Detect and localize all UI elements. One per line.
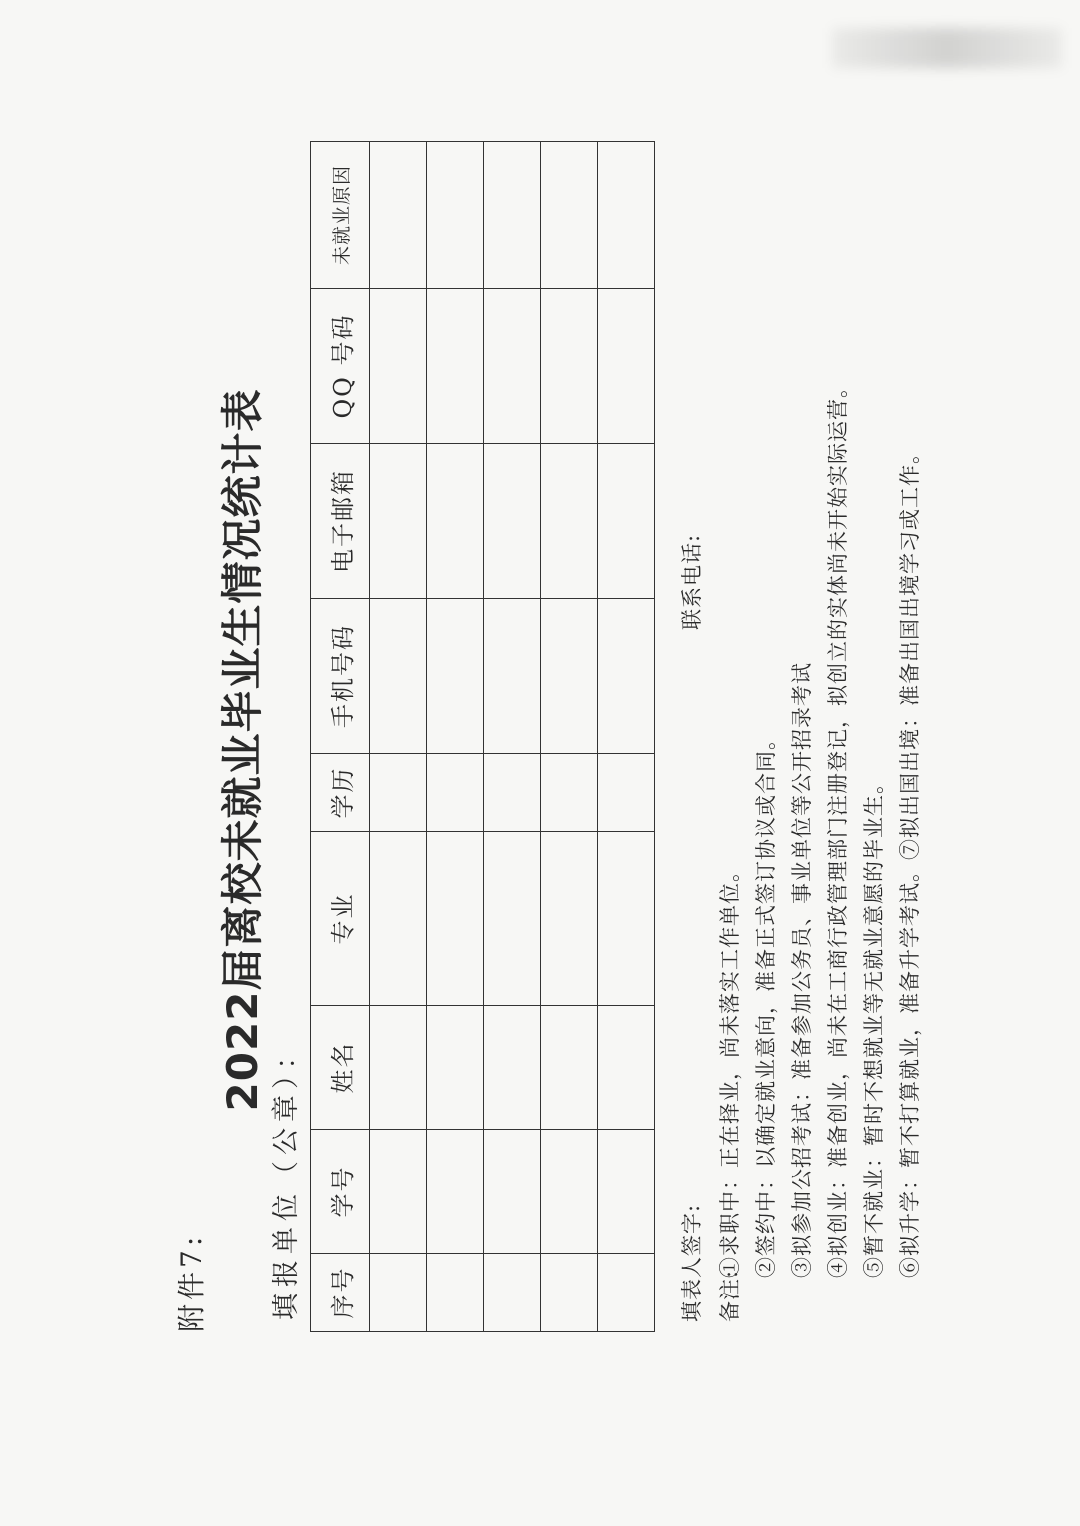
table-cell[interactable]: [427, 832, 484, 1006]
header-mobile: 手机号码: [311, 599, 370, 754]
remark-item: [856, 376, 892, 1322]
remark-text: ④拟创业：准备创业，尚未在工商行政管理部门注册登记，拟创立的实体尚未开始实际运营。: [826, 376, 850, 1278]
table-cell[interactable]: [541, 142, 598, 289]
header-email: 电子邮箱: [311, 444, 370, 599]
table-cell[interactable]: [370, 444, 427, 599]
remark-text: ⑤暂不就业：暂时不想就业等无就业意愿的毕业生。: [862, 772, 886, 1278]
table-row: [427, 142, 484, 1332]
reporting-unit-label: 填报单位（公章）：: [271, 1036, 302, 1320]
header-degree: 学历: [311, 754, 370, 832]
remark-item: [820, 376, 856, 1322]
remark-item: [712, 376, 748, 1322]
table-cell[interactable]: [370, 1130, 427, 1254]
remark-item: [748, 376, 784, 1322]
table-row: [370, 142, 427, 1332]
table-cell[interactable]: [484, 289, 541, 444]
header-reason: 未就业原因: [311, 142, 370, 289]
table-cell[interactable]: [598, 754, 655, 832]
table-cell[interactable]: [370, 142, 427, 289]
table-cell[interactable]: [598, 832, 655, 1006]
header-name: 姓名: [311, 1006, 370, 1130]
remark-item: [892, 376, 928, 1322]
table-cell[interactable]: [541, 1006, 598, 1130]
table-cell[interactable]: [484, 599, 541, 754]
remark-text: ②签约中：以确定就业意向，准备正式签订协议或合同。: [754, 728, 778, 1278]
table-cell[interactable]: [598, 1254, 655, 1332]
table-cell[interactable]: [484, 1254, 541, 1332]
remarks-block: [712, 376, 928, 1322]
table-cell[interactable]: [598, 1006, 655, 1130]
table-cell[interactable]: [598, 289, 655, 444]
table-cell[interactable]: [370, 599, 427, 754]
table-cell[interactable]: [541, 754, 598, 832]
table-cell[interactable]: [484, 444, 541, 599]
table-cell[interactable]: [427, 142, 484, 289]
table-cell[interactable]: [427, 289, 484, 444]
statistics-table: [310, 141, 655, 1332]
table-cell[interactable]: [484, 1006, 541, 1130]
table-cell[interactable]: [598, 599, 655, 754]
header-seq: 序号: [311, 1254, 370, 1332]
table-cell[interactable]: [427, 599, 484, 754]
form-title: 2022届离校未就业毕业生情况统计表: [218, 388, 267, 1112]
table-cell[interactable]: [427, 1130, 484, 1254]
remark-item: [784, 376, 820, 1322]
table-cell[interactable]: [370, 832, 427, 1006]
table-row: [484, 142, 541, 1332]
table-cell[interactable]: [370, 754, 427, 832]
table-cell[interactable]: [427, 1006, 484, 1130]
table-cell[interactable]: [370, 289, 427, 444]
remark-text: ⑥拟升学：暂不打算就业，准备升学考试。⑦拟出国出境：准备出国出境学习或工作。: [898, 442, 922, 1278]
remark-text: ③拟参加公招考试：准备参加公务员、事业单位等公开招录考试: [790, 662, 814, 1278]
table-cell[interactable]: [484, 754, 541, 832]
table-cell[interactable]: [370, 1254, 427, 1332]
table-header-row: [311, 142, 370, 1332]
header-student-id: 学号: [311, 1130, 370, 1254]
table-cell[interactable]: [541, 1130, 598, 1254]
table-cell[interactable]: [370, 1006, 427, 1130]
table-cell[interactable]: [541, 444, 598, 599]
table-cell[interactable]: [541, 832, 598, 1006]
table-cell[interactable]: [541, 599, 598, 754]
table-cell[interactable]: [427, 754, 484, 832]
header-major: 专业: [311, 832, 370, 1006]
table-cell[interactable]: [484, 832, 541, 1006]
table-cell[interactable]: [541, 289, 598, 444]
table-cell[interactable]: [484, 142, 541, 289]
table-cell[interactable]: [427, 1254, 484, 1332]
header-qq: QQ 号码: [311, 289, 370, 444]
table-cell[interactable]: [427, 444, 484, 599]
attachment-label: 附件7:: [175, 1232, 208, 1332]
contact-phone-label: 联系电话:: [680, 533, 704, 630]
table-cell[interactable]: [598, 1130, 655, 1254]
table-cell[interactable]: [541, 1254, 598, 1332]
remarks-label: 备注:: [718, 1269, 742, 1322]
signer-label: 填表人签字:: [680, 1203, 704, 1322]
table-row: [598, 142, 655, 1332]
table-cell[interactable]: [598, 444, 655, 599]
table-row: [541, 142, 598, 1332]
table-cell[interactable]: [484, 1130, 541, 1254]
remark-text: ①求职中：正在择业，尚未落实工作单位。: [718, 860, 742, 1278]
table-cell[interactable]: [598, 142, 655, 289]
